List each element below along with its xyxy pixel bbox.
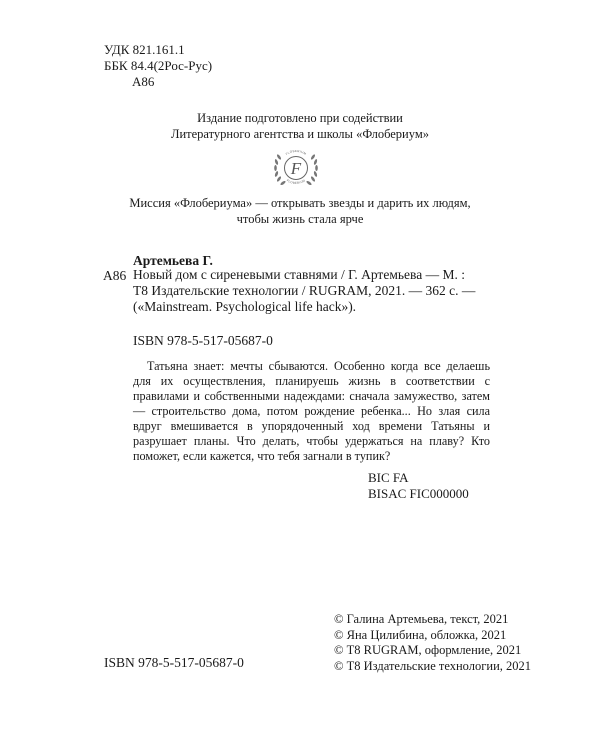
- copyright-line: © Т8 Издательские технологии, 2021: [334, 658, 532, 673]
- subject-codes: [368, 470, 469, 502]
- biblio-line-2: Т8 Издательские технологии / RUGRAM, 2021. — 362 с. —: [133, 283, 476, 298]
- biblio-author-code: А86: [103, 268, 127, 283]
- logo-letter: F: [290, 159, 302, 178]
- publisher-credit: [0, 110, 600, 142]
- mission-statement: [30, 195, 570, 227]
- isbn-footer: ISBN 978-5-517-05687-0: [104, 655, 244, 670]
- biblio-line-1: Новый дом с сиреневыми ставнями / Г. Артемьева — М. :: [133, 267, 465, 282]
- bic-code: BIC FA: [368, 470, 409, 485]
- svg-text:FLOBERIUM: FLOBERIUM: [285, 178, 307, 186]
- svg-text:FLOBERIUM: FLOBERIUM: [284, 148, 308, 156]
- copyright-block: [334, 612, 531, 674]
- mission-line-1: Миссия «Флобериума» — открывать звезды и дарить их людям,: [129, 196, 471, 210]
- bbk-code: ББК 84.4(2Рос-Рус): [104, 58, 213, 73]
- bibliographic-description: [133, 267, 491, 315]
- author-heading: Артемьева Г.: [133, 253, 213, 268]
- copyright-line: © Галина Артемьева, текст, 2021: [334, 612, 509, 626]
- copyright-line: © Яна Цилибина, обложка, 2021: [334, 627, 507, 642]
- floberium-logo-icon: [268, 144, 324, 192]
- biblio-line-3: («Mainstream. Psychological life hack»).: [133, 299, 357, 314]
- isbn-main: ISBN 978-5-517-05687-0: [133, 333, 273, 348]
- udk-code: УДК 821.161.1: [104, 42, 185, 57]
- bisac-code: BISAC FIC000000: [368, 486, 469, 501]
- credit-line-1: Издание подготовлено при содействии: [197, 111, 403, 125]
- copyright-line: © Т8 RUGRAM, оформление, 2021: [334, 643, 522, 657]
- annotation-paragraph: Татьяна знает: мечты сбываются. Особенно когда все делаешь для их осуществления, планируешь жизнь в соответствии с правилами и собственными надеждами: сначала замужество, затем — строительство дома, потом рождение ребенка... Но злая сила вдруг вмешивается в упорядоченный ход времени Татьяны и разрушает планы. Что делать, чтобы удержаться на плаву? Кто поможет, если кажется, что тебя загнали в тупик?: [133, 359, 490, 463]
- mission-line-2: чтобы жизнь стала ярче: [236, 212, 364, 226]
- author-sign-code: А86: [132, 74, 155, 89]
- classification-block: [104, 42, 212, 90]
- credit-line-2: Литературного агентства и школы «Флобериум»: [170, 127, 429, 141]
